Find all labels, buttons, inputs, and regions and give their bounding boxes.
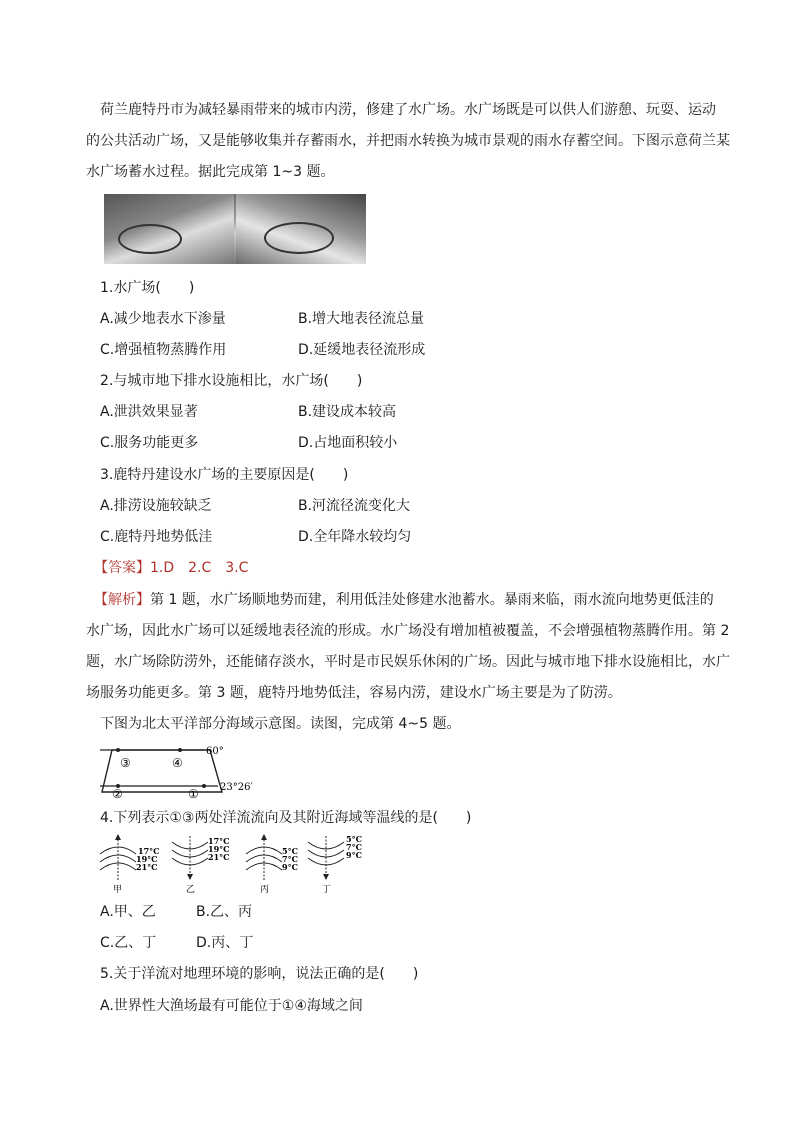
q4-option-c: C.乙、丁 xyxy=(100,935,157,951)
q5-option-a: A.世界性大渔场最有可能位于①④海域之间 xyxy=(100,998,363,1014)
bing-label: 丙 xyxy=(260,885,270,894)
q2-option-a: A.泄洪效果显著 xyxy=(100,404,198,420)
q1-option-d: D.延缓地表径流形成 xyxy=(298,342,426,358)
q1-stem: 1.水广场( ) xyxy=(100,280,195,296)
diagram-yi xyxy=(172,836,230,894)
diagram-ding xyxy=(308,834,362,894)
bing-t1: 5°C xyxy=(282,846,298,856)
intro-line-1: 荷兰鹿特丹市为减轻暴雨带来的城市内涝，修建了水广场。水广场既是可以供人们游憩、玩耍、运动 xyxy=(100,102,716,118)
q2-option-d: D.占地面积较小 xyxy=(298,435,398,451)
q4-option-a: A.甲、乙 xyxy=(100,904,156,920)
q4-option-b: B.乙、丙 xyxy=(196,904,253,920)
current-isotherm-diagrams xyxy=(96,832,376,894)
lat-tropic-label: 23°26′ xyxy=(220,782,253,793)
yi-label: 乙 xyxy=(186,885,196,894)
q1-option-b: B.增大地表径流总量 xyxy=(298,311,425,327)
answer-tag: 【答案】 xyxy=(94,560,150,576)
q3-option-d: D.全年降水较均匀 xyxy=(298,529,412,545)
analysis-line-2: 水广场，因此水广场可以延缓地表径流的形成。水广场没有增加植被覆盖，不会增强植物蒸腾作用。第 2 xyxy=(86,623,730,639)
analysis-line-1 xyxy=(94,590,714,610)
q3-option-a: A.排涝设施较缺乏 xyxy=(100,498,212,514)
answer-line xyxy=(94,558,248,578)
lat-60-label: 60° xyxy=(206,746,224,757)
q3-option-b: B.河流径流变化大 xyxy=(298,498,411,514)
intro-line-2: 的公共活动广场，又是能够收集并存蓄雨水，并把雨水转换为城市景观的雨水存蓄空间。下图示意荷兰某 xyxy=(86,133,730,149)
pool-shape xyxy=(118,224,182,254)
yi-t2: 19°C xyxy=(208,844,230,854)
yi-t1: 17°C xyxy=(208,836,230,846)
jia-label: 甲 xyxy=(113,885,123,894)
marker-2: ② xyxy=(112,787,123,800)
intro-2: 下图为北太平洋部分海域示意图。读图，完成第 4~5 题。 xyxy=(100,716,461,732)
analysis-line-3: 题，水广场除防涝外，还能储存淡水，平时是市民娱乐休闲的广场。因此与城市地下排水设施相比，水广 xyxy=(86,654,730,670)
ding-t3: 9°C xyxy=(346,850,362,860)
q3-stem: 3.鹿特丹建设水广场的主要原因是( ) xyxy=(100,467,349,483)
ding-t1: 5°C xyxy=(346,834,362,844)
analysis-text-1: 第 1 题，水广场顺地势而建，利用低洼处修建水池蓄水。暴雨来临，雨水流向地势更低洼的 xyxy=(150,592,714,608)
jia-t3: 21°C xyxy=(136,862,158,872)
north-pacific-map xyxy=(100,742,260,800)
marker-1: ① xyxy=(188,787,199,800)
analysis-line-4: 场服务功能更多。第 3 题，鹿特丹地势低洼，容易内涝，建设水广场主要是为了防涝。 xyxy=(86,685,622,701)
q2-option-b: B.建设成本较高 xyxy=(298,404,397,420)
q1-option-c: C.增强植物蒸腾作用 xyxy=(100,342,227,358)
q4-stem: 4.下列表示①③两处洋流流向及其附近海域等温线的是( ) xyxy=(100,810,472,826)
marker-4: ④ xyxy=(172,756,183,770)
answer-text: 1.D 2.C 3.C xyxy=(150,560,249,576)
ding-label: 丁 xyxy=(322,885,332,894)
q2-stem: 2.与城市地下排水设施相比，水广场( ) xyxy=(100,373,363,389)
q2-option-c: C.服务功能更多 xyxy=(100,435,199,451)
q4-option-d: D.丙、丁 xyxy=(196,935,254,951)
diagram-jia xyxy=(100,834,160,894)
marker-3: ③ xyxy=(120,756,131,770)
water-square-photo xyxy=(104,194,366,264)
jia-t2: 19°C xyxy=(136,854,158,864)
pool-shape xyxy=(264,222,334,254)
jia-t1: 17°C xyxy=(138,846,160,856)
ding-t2: 7°C xyxy=(346,842,362,852)
analysis-tag: 【解析】 xyxy=(94,592,150,608)
q1-option-a: A.减少地表水下渗量 xyxy=(100,311,226,327)
q3-option-c: C.鹿特丹地势低洼 xyxy=(100,529,213,545)
intro-line-3: 水广场蓄水过程。据此完成第 1~3 题。 xyxy=(86,164,335,180)
bing-t3: 9°C xyxy=(282,862,298,872)
yi-t3: 21°C xyxy=(208,852,230,862)
diagram-bing xyxy=(246,834,298,894)
bing-t2: 7°C xyxy=(282,854,298,864)
q5-stem: 5.关于洋流对地理环境的影响，说法正确的是( ) xyxy=(100,966,419,982)
